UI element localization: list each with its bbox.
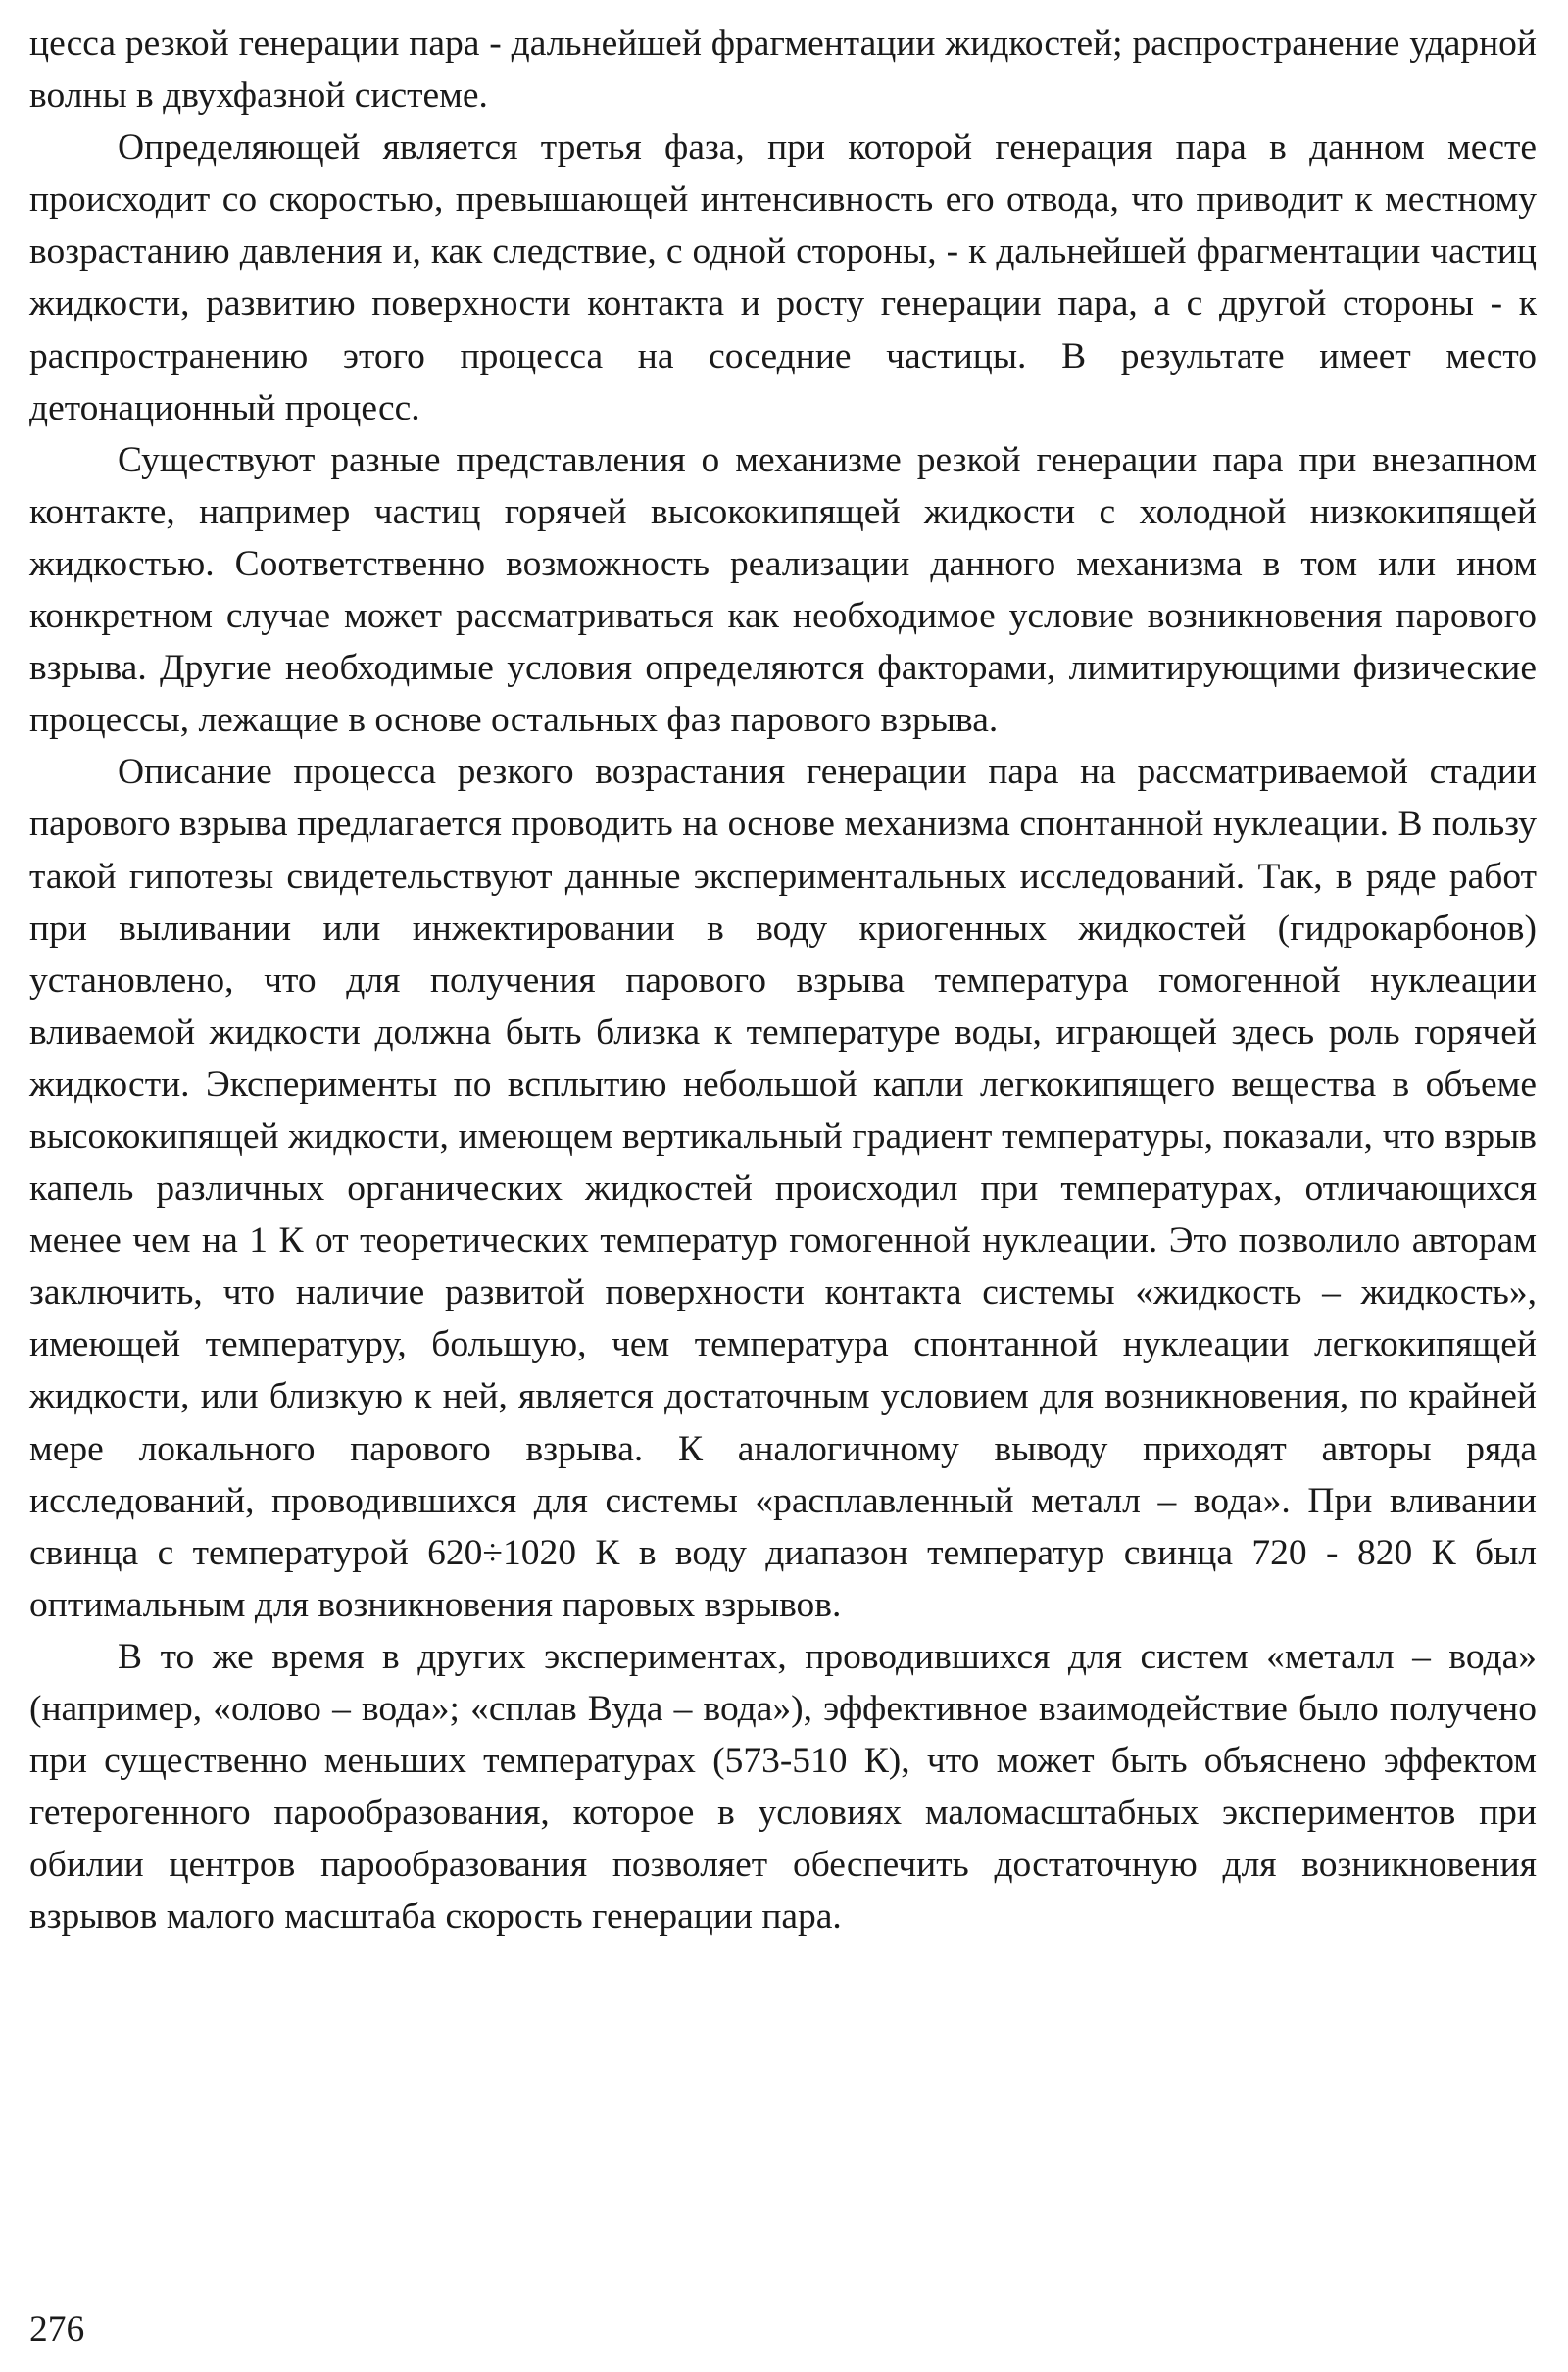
paragraph: Определяющей является третья фаза, при которой генерация пара в данном месте происходит со скоростью, превышающей интенсивность его отвода, что приводит к местному возрастанию давления и, как следствие, с одной стороны, - к дальнейшей фрагментации частиц жидкости, развитию поверхности контакта и росту генерации пара, а с другой стороны - к распространению этого процесса на соседние частицы. В результате имеет место детонационный процесс.	[29, 127, 1537, 428]
paragraph: Описание процесса резкого возрастания генерации пара на рассматриваемой стадии парового взрыва предлагается проводить на основе механизма спонтанной нуклеации. В пользу такой гипотезы свидетельствуют данные экспериментальных исследований. Так, в ряде работ при выливании или инжектировании в воду криогенных жидкостей (гидрокарбонов) установлено, что для получения парового взрыва температура гомогенной нуклеации вливаемой жидкости должна быть близка к температуре воды, играющей здесь роль горячей жидкости. Эксперименты по всплытию небольшой капли легкокипящего вещества в объеме высококипящей жидкости, имеющем вертикальный градиент температуры, показали, что взрыв капель различных органических жидкостей происходил при температурах, отличающихся менее чем на 1 К от теоретических температур гомогенной нуклеации. Это позволило авторам заключить, что наличие развитой поверхности контакта системы «жидкость – жидкость», имеющей температуру, большую, чем температура спонтанной нуклеации легкокипящей жидкости, или близкую к ней, является достаточным условием для возникновения, по крайней мере локального парового взрыва. К аналогичному выводу приходят авторы ряда исследований, проводившихся для системы «расплавленный металл – вода». При вливании свинца с температурой 620÷1020 К в воду диапазон температур свинца 720 - 820 К был оптимальным для возникновения паровых взрывов.	[29, 752, 1537, 1625]
body-text	[29, 18, 1537, 1943]
paragraph: В то же время в других экспериментах, проводившихся для систем «металл – вода» (например, «олово – вода»; «сплав Вуда – вода»), эффективное взаимодействие было получено при существенно меньших температурах (573-510 К), что может быть объяснено эффектом гетерогенного парообразования, которое в условиях маломасштабных экспериментов при обилии центров парообразования позволяет обеспечить достаточную для возникновения взрывов малого масштаба скорость генерации пара.	[29, 1636, 1537, 1938]
paragraph-continued: цесса резкой генерации пара - дальнейшей фрагментации жидкостей; распространение ударной волны в двухфазной системе.	[29, 24, 1537, 117]
paragraph: Существуют разные представления о механизме резкой генерации пара при внезапном контакте, например частиц горячей высококипящей жидкости с холодной низкокипящей жидкостью. Соответственно возможность реализации данного механизма в том или ином конкретном случае может рассматриваться как необходимое условие возникновения парового взрыва. Другие необходимые условия определяются факторами, лимитирующими физические процессы, лежащие в основе остальных фаз парового взрыва.	[29, 439, 1537, 741]
page-number: 276	[29, 2309, 85, 2349]
